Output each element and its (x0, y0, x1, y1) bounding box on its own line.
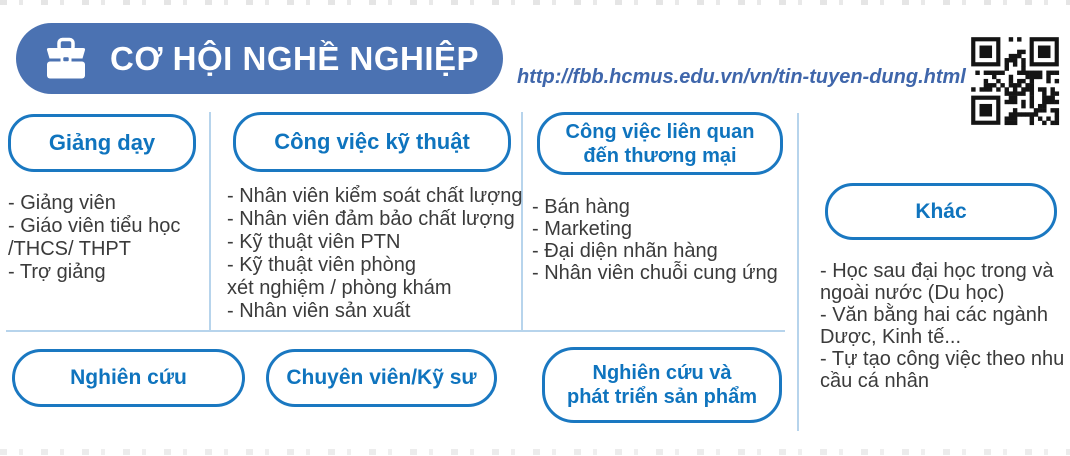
page-title: CƠ HỘI NGHỀ NGHIỆP (110, 39, 480, 77)
list-item: - Nhân viên sản xuất (227, 300, 411, 322)
column-divider-3 (797, 113, 799, 431)
list-item: - Nhân viên kiểm soát chất lượng (227, 185, 523, 207)
category-title: Chuyên viên/Kỹ sư (286, 366, 477, 390)
list-item: xét nghiệm / phòng khám (227, 277, 452, 299)
category-box-other (825, 183, 1057, 240)
crop-artifact-bottom (0, 449, 1070, 455)
list-item: - Nhân viên chuỗi cung ứng (532, 262, 778, 284)
category-box-technical (233, 112, 511, 172)
recruitment-url-link[interactable]: http://fbb.hcmus.edu.vn/vn/tin-tuyen-dung.html (517, 66, 966, 88)
category-box-research (12, 349, 245, 407)
category-title: Nghiên cứu (70, 366, 187, 390)
teaching-job-list (8, 192, 180, 284)
list-item: - Kỹ thuật viên phòng (227, 254, 417, 276)
category-box-teaching (8, 114, 196, 172)
commerce-job-list (532, 196, 778, 284)
list-item: - Tự tạo công việc theo nhu (820, 348, 1065, 370)
category-box-commerce (537, 112, 783, 175)
list-item: ngoài nước (Du học) (820, 282, 1005, 304)
technical-job-list (227, 185, 523, 323)
list-item: - Bán hàng (532, 196, 630, 218)
category-box-rnd (542, 347, 782, 423)
section-header (16, 23, 503, 94)
list-item: /THCS/ THPT (8, 238, 131, 260)
list-item: - Giảng viên (8, 192, 116, 214)
list-item: - Marketing (532, 218, 633, 240)
row-divider (6, 330, 785, 332)
category-title-line2: đến thương mại (583, 144, 737, 167)
category-title: Khác (915, 199, 967, 223)
category-title-line1: Nghiên cứu và (592, 362, 732, 384)
category-title: Giảng dạy (48, 129, 156, 155)
category-title: Công việc kỹ thuật (274, 128, 470, 154)
list-item: - Giáo viên tiểu học (8, 215, 181, 237)
list-item: - Trợ giảng (8, 261, 106, 283)
column-divider-1 (209, 112, 211, 331)
category-title-line1: Công việc liên quan (565, 120, 755, 143)
crop-artifact-top (0, 0, 1070, 5)
list-item: cầu cá nhân (820, 370, 929, 392)
list-item: - Học sau đại học trong và (820, 260, 1054, 282)
list-item: Dược, Kinh tế... (820, 326, 961, 348)
list-item: - Nhân viên đảm bảo chất lượng (227, 208, 515, 230)
category-box-specialist-engineer (266, 349, 497, 407)
qr-code (967, 33, 1063, 129)
other-options-list (820, 260, 1064, 392)
category-title-line2: phát triển sản phẩm (566, 386, 758, 408)
list-item: - Văn bằng hai các ngành (820, 304, 1048, 326)
list-item: - Kỹ thuật viên PTN (227, 231, 401, 253)
briefcase-icon (42, 37, 90, 81)
list-item: - Đại diện nhãn hàng (532, 240, 718, 262)
